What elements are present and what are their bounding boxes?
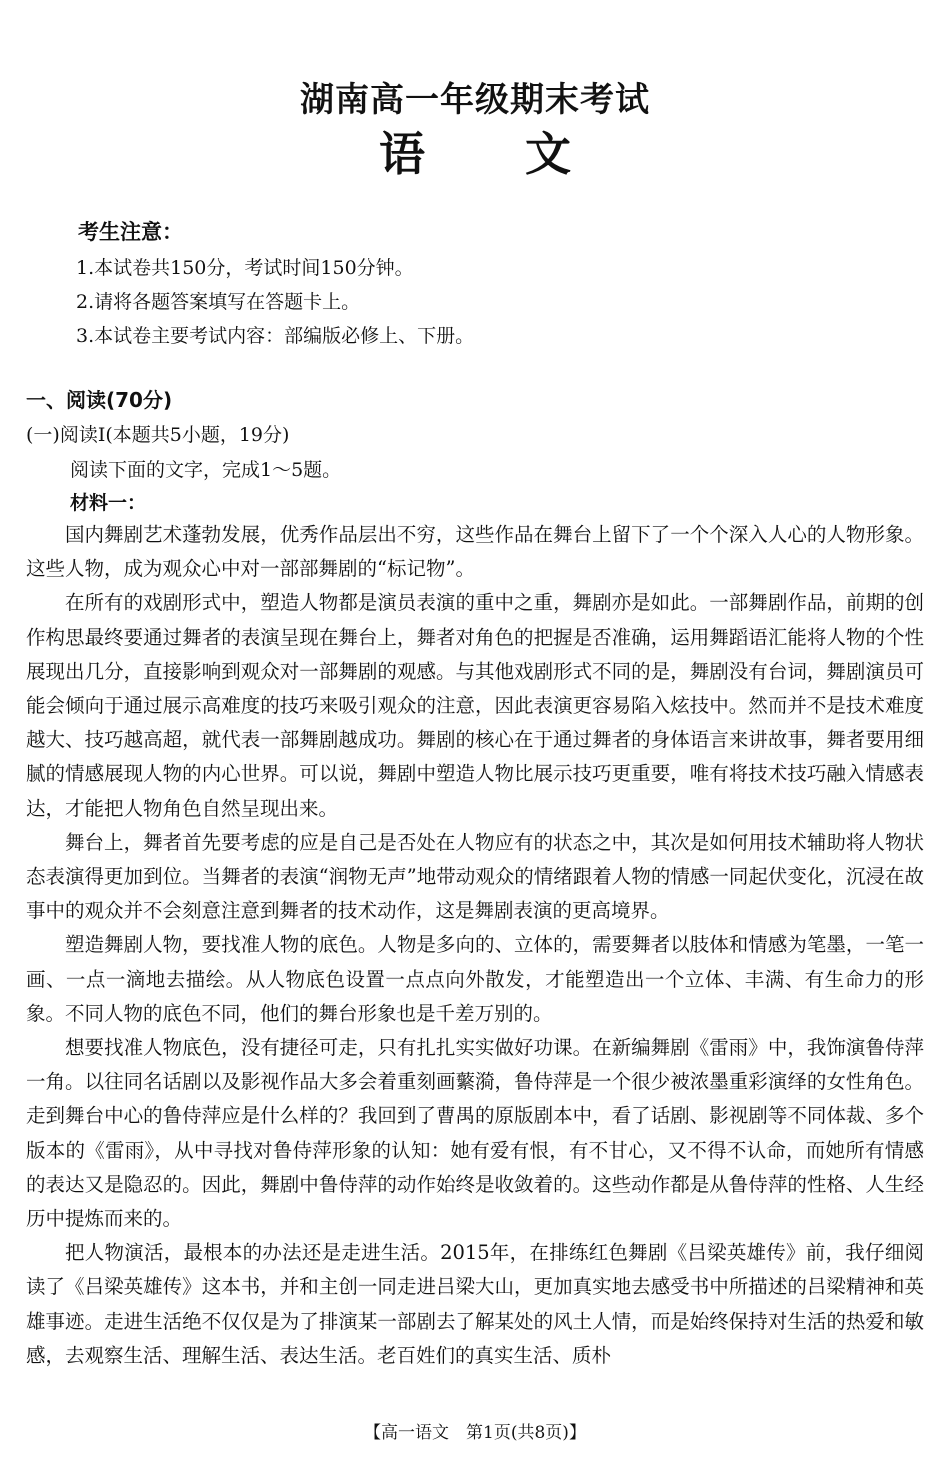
section-subheading: (一)阅读Ⅰ(本题共5小题，19分) (26, 424, 290, 446)
section-heading: 一、阅读(70分) (26, 388, 173, 412)
material-label: 材料一： (70, 492, 147, 514)
subject-char-1: 语 (379, 127, 425, 181)
notice-heading: 考生注意： (78, 220, 183, 244)
article-paragraph-4: 塑造舞剧人物，要找准人物的底色。人物是多向的、立体的，需要舞者以肢体和情感为笔墨，一笔一画、一点一滴地去描绘。从人物底色设置一点点向外散发，才能塑造出一个立体、丰满、有生命力的形象。不同人物的底色不同，他们的舞台形象也是千差万别的。 (26, 933, 924, 1025)
article-paragraph-5: 想要找准人物底色，没有捷径可走，只有扎扎实实做好功课。在新编舞剧《雷雨》中，我饰演鲁侍萍一角。以往同名话剧以及影视作品大多会着重刻画蘩漪，鲁侍萍是一个很少被浓墨重彩演绎的女性角色。走到舞台中心的鲁侍萍应是什么样的？我回到了曹禺的原版剧本中，看了话剧、影视剧等不同体裁、多个版本的《雷雨》，从中寻找对鲁侍萍形象的认知：她有爱有恨，有不甘心，又不得不认命，而她所有情感的表达又是隐忍的。因此，舞剧中鲁侍萍的动作始终是收敛着的。这些动作都是从鲁侍萍的性格、人生经历中提炼而来的。 (26, 1036, 924, 1231)
notice-item-2: 2.请将各题答案填写在答题卡上。 (76, 291, 361, 313)
notice-item-3: 3.本试卷主要考试内容：部编版必修上、下册。 (76, 325, 475, 347)
subject-title (0, 118, 950, 184)
reading-instruction: 阅读下面的文字，完成1～5题。 (70, 459, 342, 481)
notice-item-1: 1.本试卷共150分，考试时间150分钟。 (76, 257, 414, 279)
subject-char-2: 文 (525, 127, 571, 181)
article-paragraph-3: 舞台上，舞者首先要考虑的应是自己是否处在人物应有的状态之中，其次是如何用技术辅助将人物状态表演得更加到位。当舞者的表演“润物无声”地带动观众的情绪跟着人物的情感一同起伏变化，沉浸在故事中的观众并不会刻意注意到舞者的技术动作，这是舞剧表演的更高境界。 (26, 830, 924, 923)
article-paragraph-1: 国内舞剧艺术蓬勃发展，优秀作品层出不穷，这些作品在舞台上留下了一个个深入人心的人物形象。这些人物，成为观众心中对一部部舞剧的“标记物”。 (26, 523, 924, 581)
article-body (26, 518, 924, 1373)
exam-title: 湖南高一年级期末考试 (300, 80, 650, 120)
article-paragraph-2: 在所有的戏剧形式中，塑造人物都是演员表演的重中之重，舞剧亦是如此。一部舞剧作品，前期的创作构思最终要通过舞者的表演呈现在舞台上，舞者对角色的把握是否准确，运用舞蹈语汇能将人物的个性展现出几分，直接影响到观众对一部舞剧的观感。与其他戏剧形式不同的是，舞剧没有台词，舞剧演员可能会倾向于通过展示高难度的技巧来吸引观众的注意，因此表演更容易陷入炫技中。然而并不是技术难度越大、技巧越高超，就代表一部舞剧越成功。舞剧的核心在于通过舞者的身体语言来讲故事，舞者要用细腻的情感展现人物的内心世界。可以说，舞剧中塑造人物比展示技巧更重要，唯有将技术技巧融入情感表达，才能把人物角色自然呈现出来。 (26, 591, 924, 820)
article-paragraph-6: 把人物演活，最根本的办法还是走进生活。2015年，在排练红色舞剧《吕梁英雄传》前，我仔细阅读了《吕梁英雄传》这本书，并和主创一同走进吕梁大山，更加真实地去感受书中所描述的吕梁精神和英雄事迹。走进生活绝不仅仅是为了排演某一部剧去了解某处的风土人情，而是始终保持对生活的热爱和敏感，去观察生活、理解生活、表达生活。老百姓们的真实生活、质朴 (26, 1241, 924, 1367)
page-footer: 【高一语文 第1页(共8页)】 (364, 1423, 586, 1443)
